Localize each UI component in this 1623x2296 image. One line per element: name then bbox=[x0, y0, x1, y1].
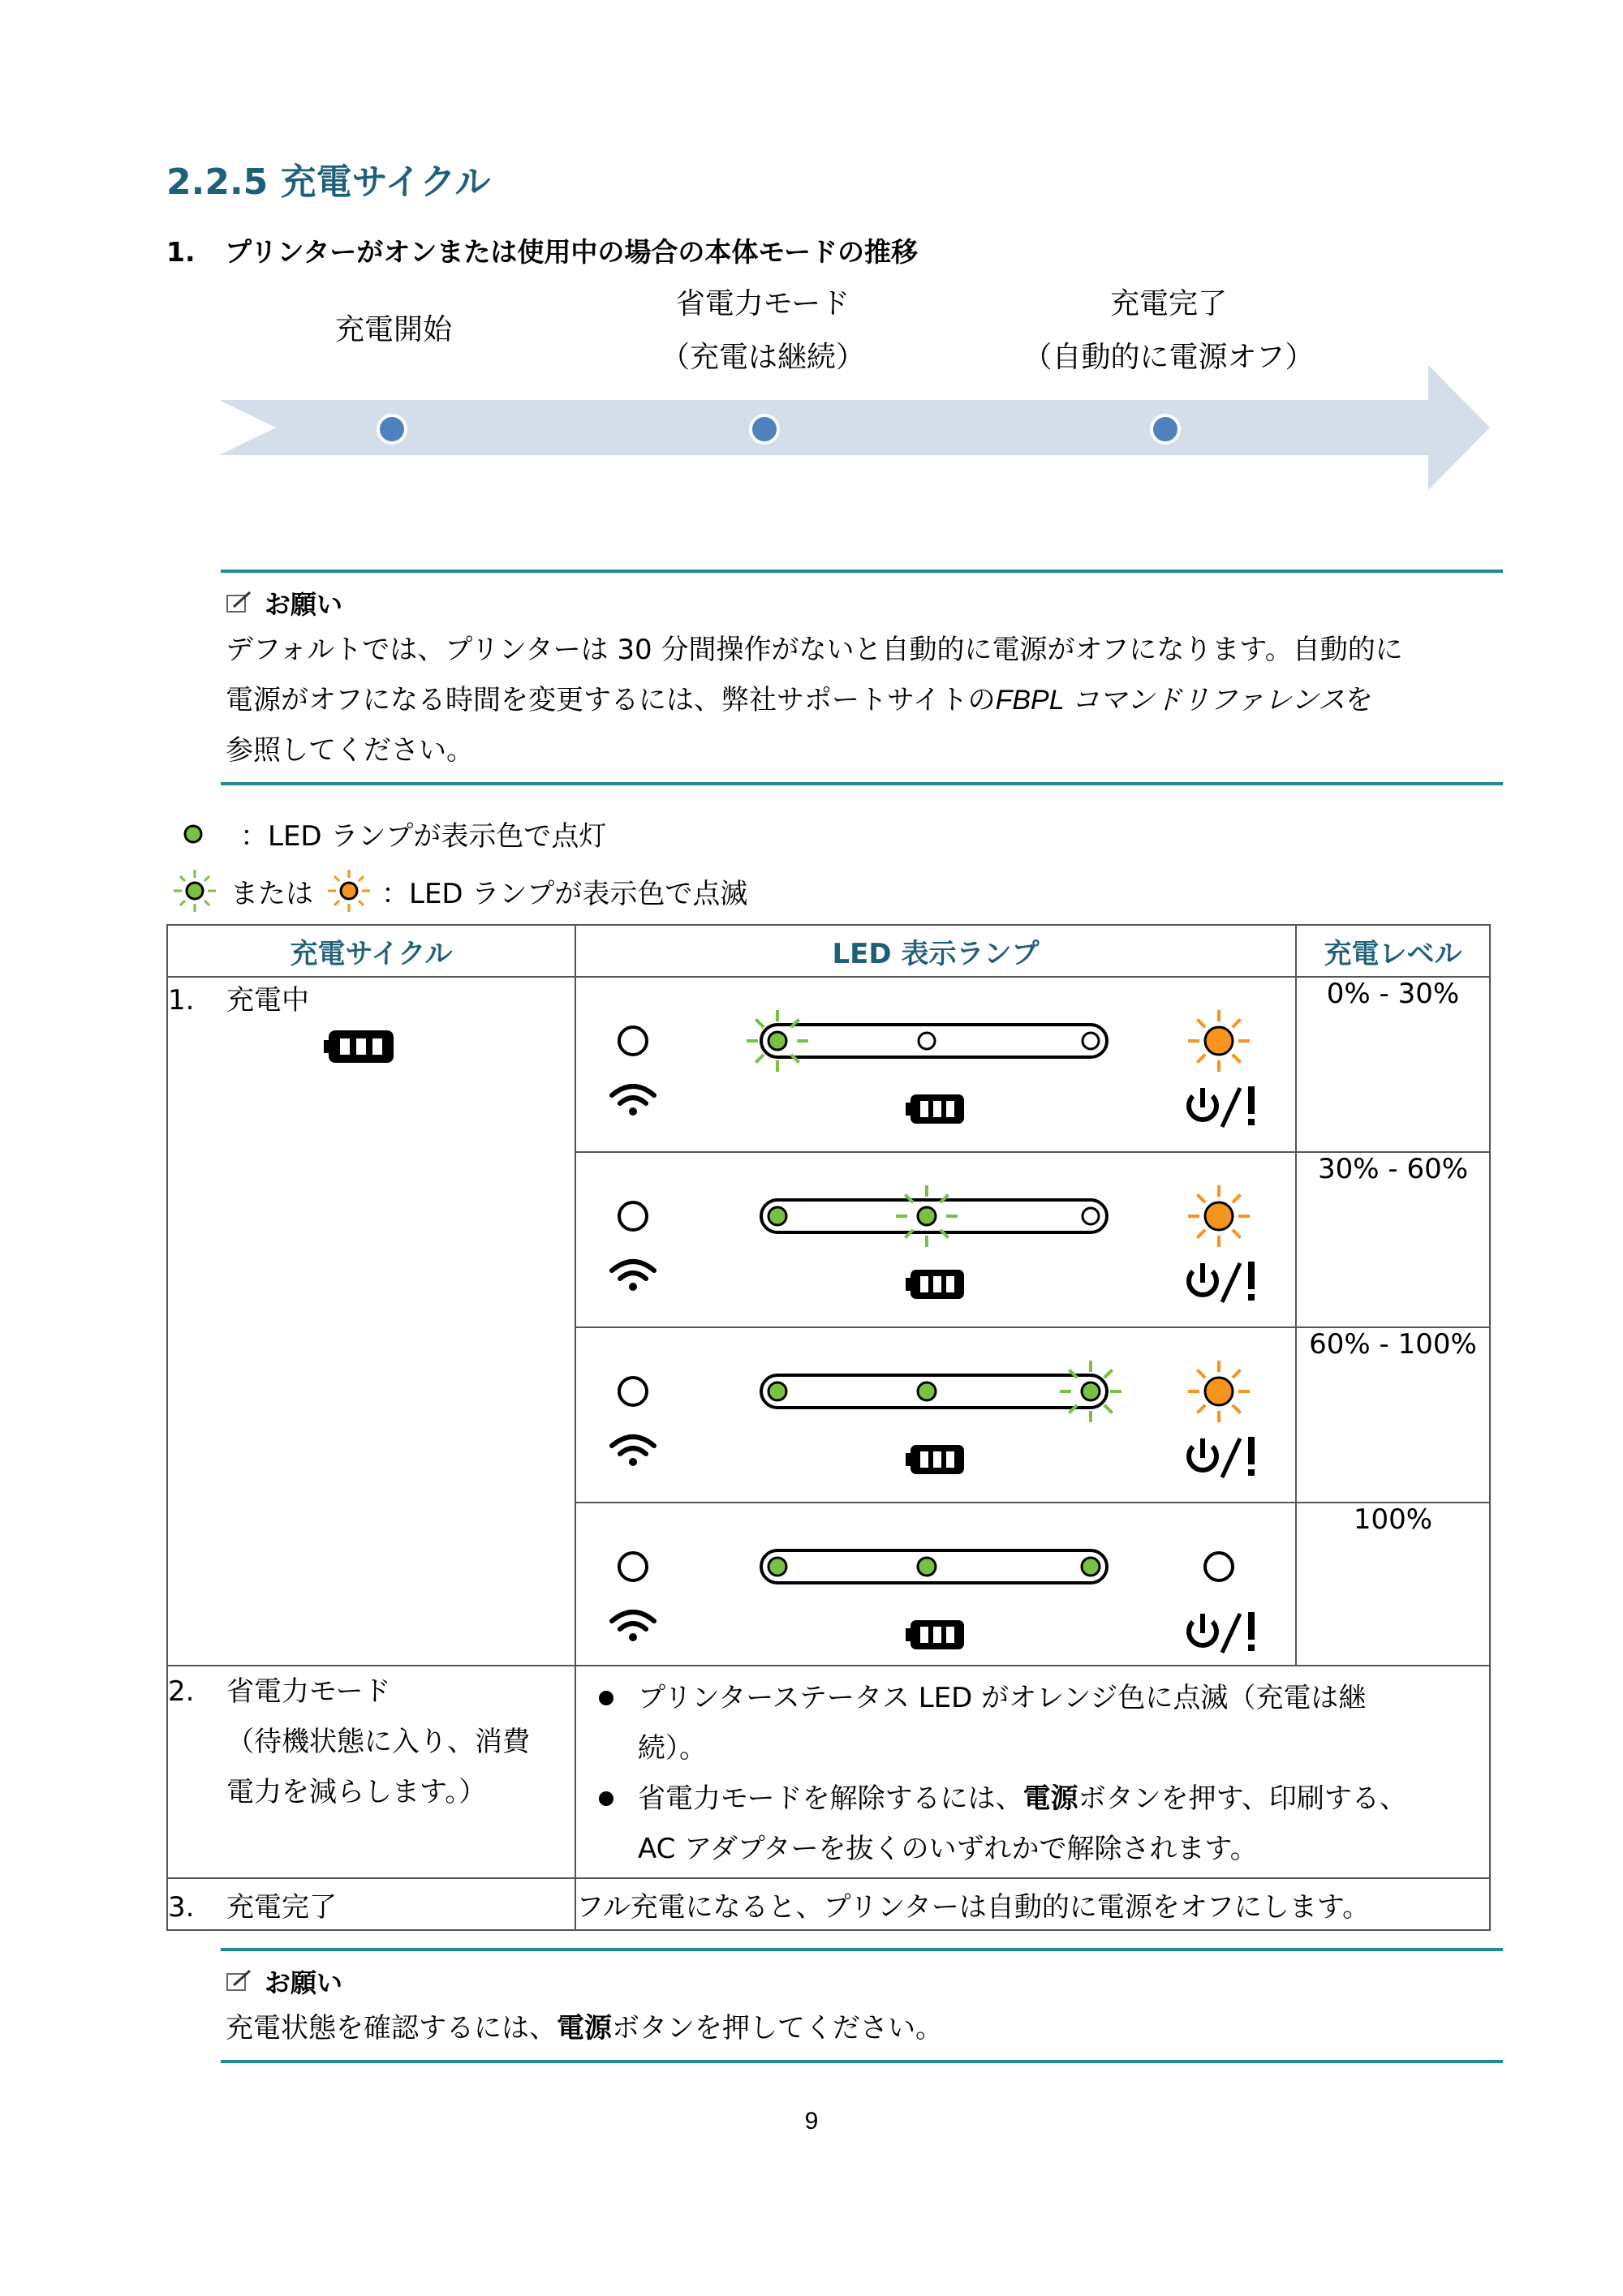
note-1-body bbox=[226, 625, 1503, 782]
table-row bbox=[167, 1878, 1490, 1930]
battery-led-2 bbox=[918, 1558, 936, 1576]
flow-stage-2-label: 省電力モード bbox=[675, 287, 850, 320]
battery-icon bbox=[906, 1094, 964, 1124]
flow-dot-1 bbox=[378, 415, 406, 443]
power-button-label: 電源 bbox=[1022, 1782, 1078, 1815]
led-panel-2 bbox=[575, 1152, 1296, 1327]
step-number: 1. bbox=[166, 236, 196, 268]
wifi-icon bbox=[612, 1612, 654, 1641]
battery-led-2 bbox=[896, 1185, 958, 1247]
row-3-text: フル充電になると、プリンターは自動的に電源をオフにします。 bbox=[575, 1878, 1490, 1930]
battery-icon bbox=[322, 1022, 403, 1071]
battery-led-1 bbox=[768, 1382, 786, 1400]
note-1-line-1: デフォルトでは、プリンターは 30 分間操作がないと自動的に電源がオフになります。自動的に bbox=[226, 634, 1403, 666]
led-diagram-2 bbox=[576, 1153, 1295, 1319]
row-2-label: 省電力モード bbox=[226, 1675, 391, 1708]
led-panel-3 bbox=[575, 1327, 1296, 1503]
flow-stage-3-label: 充電完了 bbox=[1109, 287, 1227, 320]
row-2-detail bbox=[575, 1666, 1490, 1878]
charging-table bbox=[166, 924, 1491, 1931]
battery-icon bbox=[906, 1445, 964, 1474]
battery-icon bbox=[906, 1270, 964, 1299]
status-led bbox=[1205, 1553, 1233, 1580]
flow-arrow bbox=[219, 365, 1501, 495]
note-box-1 bbox=[221, 570, 1503, 785]
step-text: プリンターがオンまたは使用中の場合の本体モードの推移 bbox=[225, 236, 919, 268]
flow-dot-2 bbox=[751, 415, 778, 443]
header-led: LED 表示ランプ bbox=[575, 925, 1296, 977]
header-cycle: 充電サイクル bbox=[167, 925, 575, 977]
power-error-icon bbox=[1189, 1262, 1255, 1302]
section-title: 2.2.5 充電サイクル bbox=[166, 161, 491, 203]
pencil-icon bbox=[226, 591, 253, 615]
note-1-line-2: 電源がオフになる時間を変更するには、弊社サポートサイトのFBPL コマンドリファレンスを bbox=[226, 684, 1373, 716]
battery-led-1 bbox=[747, 1010, 808, 1072]
level-1: 0% - 30% bbox=[1296, 977, 1490, 1152]
flow-stage-1-label: 充電開始 bbox=[334, 313, 452, 346]
legend-blink bbox=[170, 866, 747, 915]
battery-led-3 bbox=[1082, 1558, 1100, 1576]
level-4: 100% bbox=[1296, 1503, 1490, 1666]
note-2-body: 充電状態を確認するには、電源ボタンを押してください。 bbox=[226, 2012, 943, 2044]
row-1-label: 充電中 bbox=[226, 984, 309, 1017]
row-2-desc-2: 電力を減らします。） bbox=[226, 1776, 487, 1808]
table-row bbox=[167, 1666, 1490, 1878]
led-diagram-1 bbox=[576, 978, 1295, 1144]
flow-stage-3-sub: （自動的に電源オフ） bbox=[1022, 341, 1315, 374]
wifi-icon bbox=[612, 1437, 654, 1466]
legend-or-text: または bbox=[230, 877, 313, 910]
power-button-label: 電源 bbox=[557, 2012, 612, 2044]
status-led bbox=[1188, 1361, 1250, 1422]
flow-stage-1 bbox=[272, 302, 515, 359]
legend-solid bbox=[180, 814, 606, 853]
list-item: 省電力モードを解除するには、電源ボタンを押す、印刷する、 AC アダプターを抜くのいずれかで解除されます。 bbox=[592, 1774, 1476, 1874]
list-item: プリンターステータス LED がオレンジ色に点滅（充電は継 続）。 bbox=[592, 1673, 1476, 1774]
legend-blink-text: ：LED ランプが表示色で点滅 bbox=[381, 877, 748, 910]
led-diagram-3 bbox=[576, 1328, 1295, 1494]
led-blink-green-icon bbox=[170, 866, 219, 915]
power-error-icon bbox=[1189, 1612, 1255, 1653]
legend-solid-text: ：LED ランプが表示色で点灯 bbox=[240, 820, 607, 853]
wifi-icon bbox=[612, 1262, 654, 1291]
wifi-led bbox=[619, 1378, 647, 1405]
note-1-line-3: 参照してください。 bbox=[226, 734, 474, 767]
power-error-icon bbox=[1189, 1086, 1255, 1127]
level-3: 60% - 100% bbox=[1296, 1327, 1490, 1503]
row-2-number: 2. bbox=[168, 1675, 195, 1708]
status-led bbox=[1188, 1010, 1250, 1072]
command-reference-title: FBPL コマンドリファレンス bbox=[995, 685, 1345, 716]
note-box-2 bbox=[221, 1948, 1503, 2063]
wifi-icon bbox=[612, 1086, 654, 1116]
step-title bbox=[166, 231, 918, 269]
pencil-icon bbox=[226, 1969, 253, 1993]
note-1-heading: お願い bbox=[265, 589, 343, 620]
battery-led-1 bbox=[768, 1558, 786, 1576]
wifi-led bbox=[619, 1202, 647, 1230]
led-panel-1 bbox=[575, 977, 1296, 1152]
led-diagram-4 bbox=[576, 1503, 1295, 1658]
note-2-heading: お願い bbox=[265, 1967, 343, 1998]
power-error-icon bbox=[1189, 1437, 1255, 1477]
row-2-desc-1: （待機状態に入り、消費 bbox=[226, 1726, 530, 1758]
battery-led-1 bbox=[768, 1207, 786, 1225]
row-3-cell bbox=[167, 1878, 575, 1930]
battery-led-2 bbox=[919, 1033, 935, 1049]
led-panel-4 bbox=[575, 1503, 1296, 1666]
battery-icon bbox=[906, 1620, 964, 1649]
wifi-led bbox=[619, 1553, 647, 1580]
flow-stage-2-sub: （充電は継続） bbox=[660, 341, 865, 374]
battery-led-3 bbox=[1083, 1033, 1099, 1049]
table-header-row bbox=[167, 925, 1490, 977]
led-on-green-icon bbox=[180, 818, 213, 850]
wifi-led bbox=[619, 1027, 647, 1055]
led-blink-orange-icon bbox=[325, 866, 373, 915]
battery-led-3 bbox=[1083, 1208, 1099, 1224]
page-number: 9 bbox=[804, 2108, 819, 2135]
row-3-label: 充電完了 bbox=[226, 1890, 337, 1924]
header-level: 充電レベル bbox=[1296, 925, 1490, 977]
flow-dot-3 bbox=[1152, 415, 1179, 443]
table-row bbox=[167, 977, 1490, 1152]
row-1-number: 1. bbox=[168, 984, 195, 1017]
battery-led-2 bbox=[918, 1382, 936, 1400]
row-charging-cell bbox=[167, 977, 575, 1666]
battery-led-3 bbox=[1060, 1361, 1121, 1422]
row-2-cell bbox=[167, 1666, 575, 1878]
level-2: 30% - 60% bbox=[1296, 1152, 1490, 1327]
status-led bbox=[1188, 1185, 1250, 1247]
flow-arrow-band bbox=[219, 365, 1490, 490]
row-3-number: 3. bbox=[168, 1890, 195, 1924]
